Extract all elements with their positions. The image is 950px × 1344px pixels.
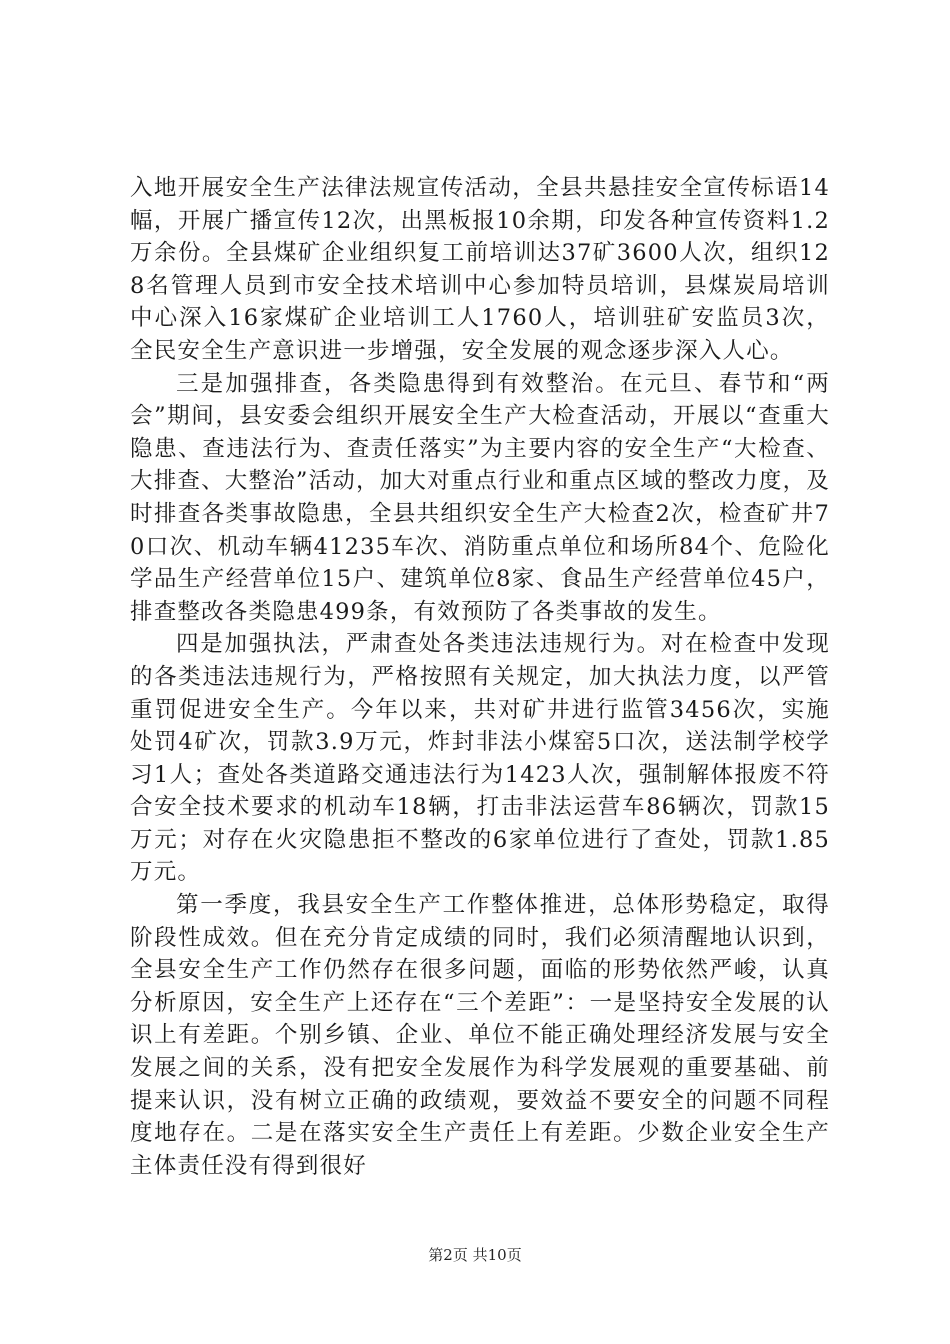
paragraph-3: 四是加强执法，严肃查处各类违法违规行为。对在检查中发现的各类违法违规行为，严格按照有关规定，加大执法力度，以严管重罚促进安全生产。今年以来，共对矿井进行监管3456次，实施处罚4矿次，罚款3.9万元，炸封非法小煤窑5口次，送法制学校学习1人；查处各类道路交通违法行为1423人次，强制解体报废不符合安全技术要求的机动车18辆，打击非法运营车86辆次，罚款15万元；对存在火灾隐患拒不整改的6家单位进行了查处，罚款1.85万元。 [130, 631, 830, 886]
document-body [130, 172, 830, 1182]
paragraph-2: 三是加强排查，各类隐患得到有效整治。在元旦、春节和“两会”期间，县安委会组织开展安全生产大检查活动，开展以“查重大隐患、查违法行为、查责任落实”为主要内容的安全生产“大检查、大排查、大整治”活动，加大对重点行业和重点区域的整改力度，及时排查各类事故隐患，全县共组织安全生产大检查2次，检查矿井70口次、机动车辆41235车次、消防重点单位和场所84个、危险化学品生产经营单位15户、建筑单位8家、食品生产经营单位45户，排查整改各类隐患499条，有效预防了各类事故的发生。 [130, 370, 831, 625]
paragraph-1: 入地开展安全生产法律法规宣传活动，全县共悬挂安全宣传标语14幅，开展广播宣传12次，出黑板报10余期，印发各种宣传资料1.2万余份。全县煤矿企业组织复工前培训达37矿3600人次，组织128名管理人员到市安全技术培训中心参加特员培训，县煤炭局培训中心深入16家煤矿企业培训工人1760人，培训驻矿安监员3次，全民安全生产意识进一步增强，安全发展的观念逐步深入人心。 [130, 175, 830, 364]
page-number-footer: 第2页 共10页 [428, 1246, 522, 1264]
paragraph-4: 第一季度，我县安全生产工作整体推进，总体形势稳定，取得阶段性成效。但在充分肯定成绩的同时，我们必须清醒地认识到，全县安全生产工作仍然存在很多问题，面临的形势依然严峻，认真分析原因，安全生产上还存在“三个差距”：一是坚持安全发展的认识上有差距。个别乡镇、企业、单位不能正确处理经济发展与安全发展之间的关系，没有把安全发展作为科学发展观的重要基础、前提来认识，没有树立正确的政绩观，要效益不要安全的问题不同程度地存在。二是在落实安全生产责任上有差距。少数企业安全生产主体责任没有得到很好 [130, 892, 830, 1179]
